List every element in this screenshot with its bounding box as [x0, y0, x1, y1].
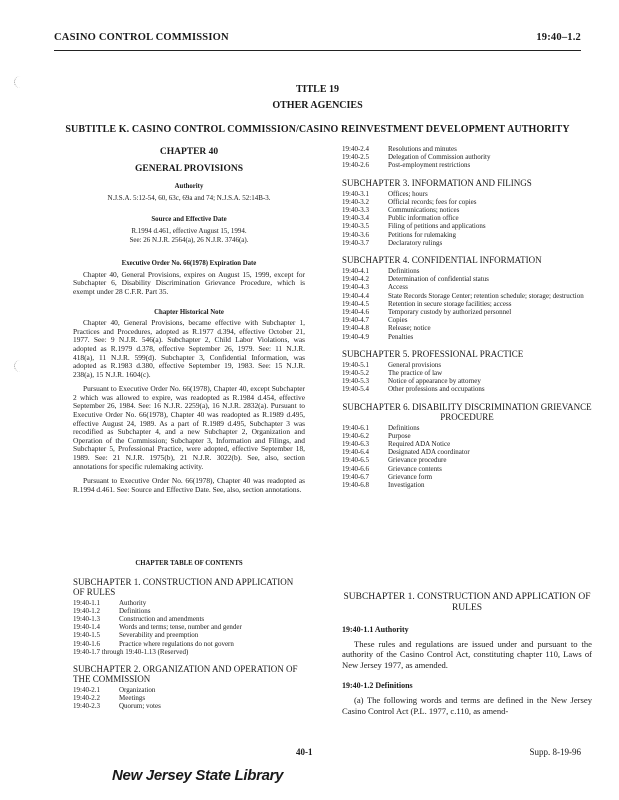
toc-item-label: Temporary custody by authorized personnel — [388, 308, 512, 317]
toc-item — [342, 231, 592, 239]
toc-item-label: Meetings — [119, 694, 146, 703]
toc-item-label: Notice of appearance by attorney — [388, 377, 481, 386]
toc-item-label: Severability and preemption — [119, 631, 199, 640]
toc-item-number: 19:40-5.2 — [342, 369, 370, 378]
scan-artifact — [14, 360, 27, 372]
history-heading: Chapter Historical Note — [154, 308, 224, 316]
toc-item-label: Grievance contents — [388, 464, 442, 473]
toc-item-label: General provisions — [388, 360, 442, 369]
toc-item-label: Practice where regulations do not govern — [119, 639, 234, 648]
toc-item — [73, 615, 305, 623]
toc-item-label: State Records Storage Center; retention schedule; storage; destruction — [388, 291, 584, 300]
toc-item — [342, 153, 592, 161]
subtitle: SUBTITLE K. CASINO CONTROL COMMISSION/CASINO REINVESTMENT DEVELOPMENT AUTHORITY — [65, 124, 570, 135]
toc-item-number: 19:40-3.5 — [342, 222, 370, 231]
toc-item-label: Designated ADA coordinator — [388, 448, 470, 457]
toc-list — [342, 424, 592, 490]
toc-item-number: 19:40-1.4 — [73, 623, 101, 632]
toc-item — [342, 239, 592, 247]
toc-item — [73, 623, 305, 631]
toc-item-label: Filing of petitions and applications — [388, 222, 486, 231]
toc-item-label: Organization — [119, 686, 156, 695]
toc-item-number: 19:40-3.3 — [342, 206, 370, 215]
toc-item-number: 19:40-4.3 — [342, 283, 370, 292]
eo-heading: Executive Order No. 66(1978) Expiration Date — [121, 260, 257, 268]
toc-item-number: 19:40-2.6 — [342, 161, 370, 170]
toc-item-number: 19:40-1.1 — [73, 598, 101, 607]
toc-item — [342, 385, 592, 393]
page-number: 40-1 — [296, 747, 313, 757]
toc-item — [342, 222, 592, 230]
toc-heading: CHAPTER TABLE OF CONTENTS — [135, 560, 243, 567]
toc-item-label: Delegation of Commission authority — [388, 153, 491, 162]
subchapter-heading: SUBCHAPTER 5. PROFESSIONAL PRACTICE — [342, 348, 524, 359]
toc-item-label: Petitions for rulemaking — [388, 230, 457, 239]
eo-text: Chapter 40, General Provisions, expires on August 15, 1999, except for Subchapter 6, Disability Discrimination Grievance Procedure, which is exempt under 28 C.F.R. Part 35. — [73, 269, 305, 296]
toc-item-number: 19:40-6.3 — [342, 440, 370, 449]
toc-item-label: Determination of confidential status — [388, 275, 489, 284]
toc-item-label: Grievance form — [388, 472, 433, 481]
toc-item-number: 19:40-5.3 — [342, 377, 370, 386]
toc-item — [342, 316, 592, 324]
toc-item — [73, 702, 305, 710]
toc-item-number: 19:40-1.3 — [73, 615, 101, 623]
toc-item-label: Definitions — [388, 423, 420, 432]
toc-item-number: 19:40-2.4 — [342, 145, 370, 153]
toc-item-label: Authority — [119, 598, 147, 607]
toc-item — [73, 599, 305, 607]
toc-item-number: 19:40-3.1 — [342, 189, 370, 198]
toc-left — [73, 560, 305, 711]
toc-item — [342, 161, 592, 169]
toc-item — [342, 214, 592, 222]
toc-item-number: 19:40-1.5 — [73, 631, 101, 640]
toc-item-label: Required ADA Notice — [388, 440, 451, 449]
toc-item-number: 19:40-6.4 — [342, 448, 370, 457]
toc-item-number: 19:40-1.6 — [73, 639, 101, 648]
toc-item — [342, 198, 592, 206]
toc-item — [73, 640, 305, 648]
agency: OTHER AGENCIES — [272, 100, 363, 111]
section-text: (a) The following words and terms are defined in the New Jersey Casino Control Act (P.L. 1977, c.110, as amend- — [342, 694, 592, 716]
toc-item-label: Purpose — [388, 431, 411, 440]
toc-item — [342, 333, 592, 341]
toc-item-label: Quorum; votes — [119, 702, 161, 711]
toc-item-label: Other professions and occupations — [388, 385, 485, 394]
toc-list — [342, 145, 592, 170]
history-paragraph: Pursuant to Executive Order No. 66(1978), Chapter 40, except Subchapter 2 which was allowed to expire, was readopted as R.1984 d.454, effective September 26, 1984. See: 16 N.J.R. 2259(a), 16 N.J.R. 2832(a). Pursuant to Executive Order No. 66(1978), Chapter 40 was readopted as R.1989 d.495, effective August 24, 1989. As a part of R.1989 d.495, Subchapter 3 was recodified as Subchapter 4, and a new Subchapter 2, Organization and Operation of the Commission; Subchapter 3, Information and Filings, and Subchapter 5, Professional Practice, were adopted, effective September 18, 1989. See: 21 N.J.R. 1975(b), 21 N.J.R. 3022(b). See, also, section annotations for specific rulemaking activity. — [73, 384, 305, 471]
toc-item — [342, 324, 592, 332]
toc-item-number: 19:40-6.2 — [342, 431, 370, 440]
toc-item-label: Official records; fees for copies — [388, 197, 477, 206]
toc-item-number: 19:40-6.1 — [342, 423, 370, 432]
toc-item — [342, 283, 592, 291]
toc-item — [342, 432, 592, 440]
toc-item — [342, 190, 592, 198]
toc-item-number: 19:40-4.4 — [342, 291, 370, 300]
toc-item — [342, 448, 592, 456]
supplement-date: Supp. 8-19-96 — [529, 747, 581, 757]
toc-list — [342, 361, 592, 394]
subchapter-heading: SUBCHAPTER 1. CONSTRUCTION AND APPLICATION OF RULES — [73, 576, 294, 597]
toc-item — [342, 369, 592, 377]
toc-item — [73, 686, 305, 694]
toc-item-label: Copies — [388, 316, 408, 325]
toc-item-label: Penalties — [388, 332, 414, 341]
toc-item — [342, 206, 592, 214]
left-column — [73, 148, 305, 500]
toc-item-number: 19:40-3.4 — [342, 214, 370, 223]
toc-list — [342, 190, 592, 247]
toc-item-number: 19:40-5.4 — [342, 385, 370, 394]
toc-item-number: 19:40-6.7 — [342, 472, 370, 481]
body-subchapter-heading: SUBCHAPTER 1. CONSTRUCTION AND APPLICATION OF RULES — [343, 592, 591, 613]
toc-item — [342, 267, 592, 275]
header-left: CASINO CONTROL COMMISSION — [54, 32, 229, 43]
subchapter-heading: SUBCHAPTER 2. ORGANIZATION AND OPERATION OF THE COMMISSION — [73, 664, 298, 685]
library-stamp: New Jersey State Library — [112, 767, 284, 784]
toc-item-number: 19:40-4.9 — [342, 332, 370, 341]
toc-item — [342, 473, 592, 481]
toc-item — [73, 631, 305, 639]
header-right: 19:40–1.2 — [536, 32, 581, 43]
toc-list — [342, 267, 592, 341]
toc-item — [342, 424, 592, 432]
toc-item-label: Words and terms; tense, number and gender — [119, 623, 242, 632]
title: TITLE 19 — [295, 84, 340, 95]
history-paragraph: Chapter 40, General Provisions, became effective with Subchapter 1, Practices and Procedures, adopted as R.1977 d.394, effective October 21, 1977. See: 9 N.J.R. 546(a). Subchapter 2, Child Labor Violations, was adopted as R.1979 d.378, effective September 26, 1979. See: 11 N.J.R. 418(a), 11 N.J.R. 599(d). Subchapter 3, Confidential Information, was adopted as R.1983 d.380, effective September 19, 1983. See: 15 N.J.R. 238(a), 15 N.J.R. 1604(c). — [73, 318, 305, 379]
toc-list — [73, 599, 305, 648]
toc-item-label: Offices; hours — [388, 189, 428, 198]
toc-item-label: Resolutions and minutes — [388, 145, 457, 153]
chapter-title: GENERAL PROVISIONS — [135, 163, 243, 174]
toc-item-number: 19:40-6.6 — [342, 464, 370, 473]
toc-item-number: 19:40-6.5 — [342, 456, 370, 465]
toc-item-label: Definitions — [388, 267, 420, 276]
toc-item-label: Communications; notices — [388, 206, 460, 215]
toc-item-number: 19:40-4.7 — [342, 316, 370, 325]
toc-item-number: 19:40-3.6 — [342, 230, 370, 239]
toc-item-label: Declaratory rulings — [388, 238, 443, 247]
right-column — [342, 145, 592, 489]
scan-artifact — [14, 76, 27, 88]
body-text — [342, 592, 592, 716]
history-paragraph: Pursuant to Executive Order No. 66(1978), Chapter 40 was readopted as R.1994 d.461. See: Source and Effective Date. See, also, section annotations. — [73, 476, 305, 494]
toc-item-label: Retention in secure storage facilities; access — [388, 299, 512, 308]
section-text: These rules and regulations are issued under and pursuant to the authority of the Casino Control Act, constituting chapter 110, Laws of New Jersey 1977, as amended. — [342, 638, 592, 670]
section-heading: 19:40-1.1 Authority — [342, 625, 409, 634]
toc-item-label: Release; notice — [388, 324, 431, 333]
toc-item — [342, 308, 592, 316]
source-line: R.1994 d.461, effective August 15, 1994. — [131, 226, 247, 235]
toc-item — [342, 440, 592, 448]
section-heading: 19:40-1.2 Definitions — [342, 681, 413, 691]
source-line: See: 26 N.J.R. 2564(a), 26 N.J.R. 3746(a). — [129, 235, 249, 244]
toc-item-label: Post-employment restrictions — [388, 161, 471, 170]
toc-item-label: Definitions — [119, 606, 151, 615]
authority-text: N.J.S.A. 5:12-54, 60, 63c, 69a and 74; N.J.S.A. 52:14B-3. — [107, 193, 271, 202]
toc-item-number: 19:40-2.3 — [73, 702, 101, 711]
toc-item-number: 19:40-4.1 — [342, 267, 370, 276]
toc-item-number: 19:40-3.2 — [342, 197, 370, 206]
toc-item — [73, 694, 305, 702]
toc-item-number: 19:40-2.2 — [73, 694, 101, 703]
toc-item — [342, 145, 592, 153]
toc-item-number: 19:40-4.2 — [342, 275, 370, 284]
toc-item-number: 19:40-3.7 — [342, 238, 370, 247]
running-header — [54, 32, 581, 46]
subchapter-heading: SUBCHAPTER 3. INFORMATION AND FILINGS — [342, 177, 532, 188]
subchapter-heading: SUBCHAPTER 4. CONFIDENTIAL INFORMATION — [342, 255, 542, 266]
toc-item-number: 19:40-4.5 — [342, 299, 370, 308]
toc-item — [342, 377, 592, 385]
chapter-number: CHAPTER 40 — [159, 147, 219, 157]
toc-item — [342, 456, 592, 464]
toc-list — [73, 686, 305, 711]
toc-item-label: The practice of law — [388, 369, 443, 378]
toc-item-number: 19:40-1.2 — [73, 606, 101, 615]
toc-item-number: 19:40-5.1 — [342, 360, 370, 369]
toc-item: 19:40-1.7 through 19:40-1.13 (Reserved) — [73, 647, 189, 656]
header-rule — [54, 50, 581, 51]
source-heading: Source and Effective Date — [151, 216, 227, 224]
authority-heading: Authority — [174, 183, 204, 191]
toc-item-label: Investigation — [388, 481, 425, 490]
toc-item-label: Construction and amendments — [119, 615, 205, 623]
toc-item-label: Public information office — [388, 214, 459, 223]
toc-item-label: Grievance procedure — [388, 456, 447, 465]
toc-item-number: 19:40-2.1 — [73, 686, 101, 695]
toc-item — [342, 292, 592, 300]
toc-item-number: 19:40-4.8 — [342, 324, 370, 333]
toc-item — [342, 481, 592, 489]
toc-item — [342, 300, 592, 308]
toc-item — [342, 465, 592, 473]
toc-item-label: Access — [388, 283, 408, 292]
toc-item-number: 19:40-2.5 — [342, 153, 370, 162]
toc-item-number: 19:40-6.8 — [342, 481, 370, 490]
toc-item — [342, 275, 592, 283]
toc-item — [342, 361, 592, 369]
toc-item — [73, 607, 305, 615]
subchapter-heading: SUBCHAPTER 6. DISABILITY DISCRIMINATION GRIEVANCE PROCEDURE — [342, 401, 592, 422]
toc-item-number: 19:40-4.6 — [342, 308, 370, 317]
